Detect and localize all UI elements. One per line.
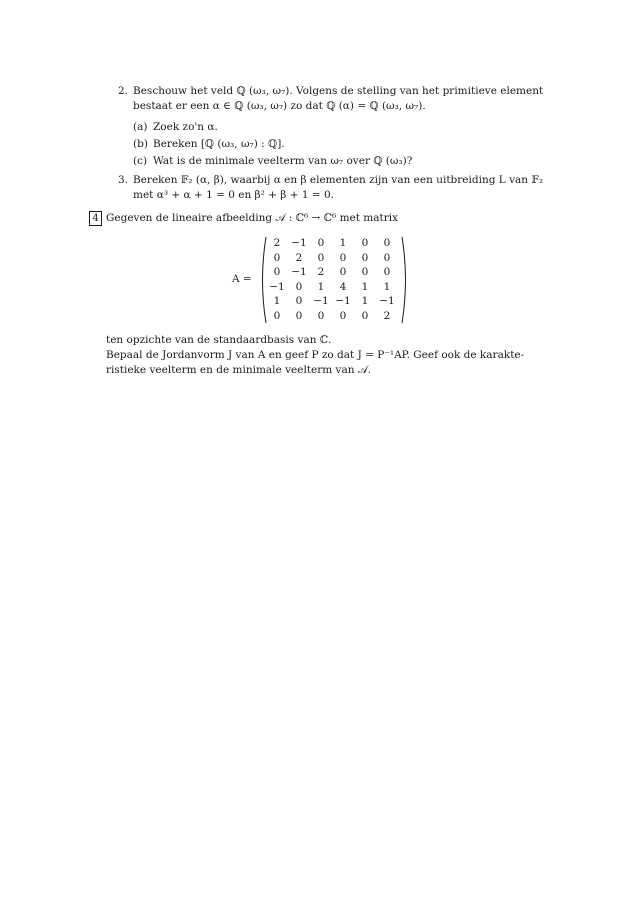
question-4-after-2: Bepaal de Jordanvorm J van A en geef P zo dat J = P⁻¹AP. Geef ook de karakte-: [106, 349, 525, 361]
matrix-cell: 1: [361, 280, 369, 293]
matrix-cell: 0: [339, 309, 347, 322]
matrix-cell: 0: [295, 280, 303, 293]
matrix-cell: 0: [383, 266, 391, 278]
matrix-cell: 1: [273, 295, 281, 307]
right-paren: [400, 236, 410, 324]
question-3-number: 3.: [118, 174, 129, 186]
matrix-cell: 1: [383, 280, 391, 293]
matrix-cell: 0: [317, 251, 325, 264]
question-2-line-1: Beschouw het veld ℚ (ω₃, ω₇). Volgens de stelling van het primitieve element: [133, 85, 544, 97]
matrix-cell: 0: [339, 251, 347, 264]
question-4-boxed-number: 4: [89, 211, 102, 226]
matrix-cell: −1: [291, 266, 307, 278]
matrix-cell: 0: [361, 266, 369, 278]
matrix-label: A =: [232, 273, 252, 285]
matrix-A: [232, 236, 412, 326]
matrix-cell: 1: [339, 237, 347, 249]
matrix-cell: 1: [361, 295, 369, 307]
matrix-cell: 0: [361, 309, 369, 322]
matrix-cell: 1: [317, 280, 325, 293]
matrix-cell: 2: [295, 251, 303, 264]
matrix-cell: 0: [361, 251, 369, 264]
matrix-cell: 0: [273, 266, 281, 278]
question-2a-text: Zoek zo'n α.: [153, 121, 218, 133]
matrix-cell: −1: [335, 295, 351, 307]
question-2a-label: (a): [133, 121, 148, 133]
matrix-cell: −1: [313, 295, 329, 307]
matrix-cell: 0: [317, 237, 325, 249]
matrix-cell: 0: [339, 266, 347, 278]
question-3-line-2: met α³ + α + 1 = 0 en β² + β + 1 = 0.: [133, 189, 335, 201]
matrix-cell: 4: [339, 280, 347, 293]
matrix-cell: −1: [379, 295, 395, 307]
question-2-number: 2.: [118, 85, 129, 97]
question-2c-label: (c): [133, 155, 148, 167]
matrix-cell: 0: [295, 309, 303, 322]
question-4-after-3: ristieke veelterm en de minimale veelterm van 𝒜.: [106, 364, 372, 376]
question-4-intro: Gegeven de lineaire afbeelding 𝒜 : ℂ⁶ → ℂ⁶ met matrix: [106, 212, 399, 224]
question-2b-label: (b): [133, 138, 148, 150]
question-4-after-1: ten opzichte van de standaardbasis van ℂ.: [106, 334, 332, 346]
matrix-cell: 0: [317, 309, 325, 322]
question-3-line-1: Bereken 𝔽₂ (α, β), waarbij α en β elementen zijn van een uitbreiding L van 𝔽₂: [133, 174, 544, 186]
matrix-cell: 0: [383, 251, 391, 264]
matrix-cell: 2: [273, 237, 281, 249]
matrix-cell: −1: [269, 280, 285, 293]
matrix-cell: 0: [383, 237, 391, 249]
matrix-cell: 2: [317, 266, 325, 278]
matrix-cell: 0: [295, 295, 303, 307]
matrix-cell: 0: [361, 237, 369, 249]
matrix-cell: 2: [383, 309, 391, 322]
matrix-cell: 0: [273, 251, 281, 264]
matrix-cell: −1: [291, 237, 307, 249]
matrix-cell: 0: [273, 309, 281, 322]
question-2c-text: Wat is de minimale veelterm van ω₇ over ℚ (ω₃)?: [153, 155, 413, 167]
question-2b-text: Bereken [ℚ (ω₃, ω₇) : ℚ].: [153, 138, 285, 150]
question-2-line-2: bestaat er een α ∈ ℚ (ω₃, ω₇) zo dat ℚ (α) = ℚ (ω₃, ω₇).: [133, 100, 426, 112]
